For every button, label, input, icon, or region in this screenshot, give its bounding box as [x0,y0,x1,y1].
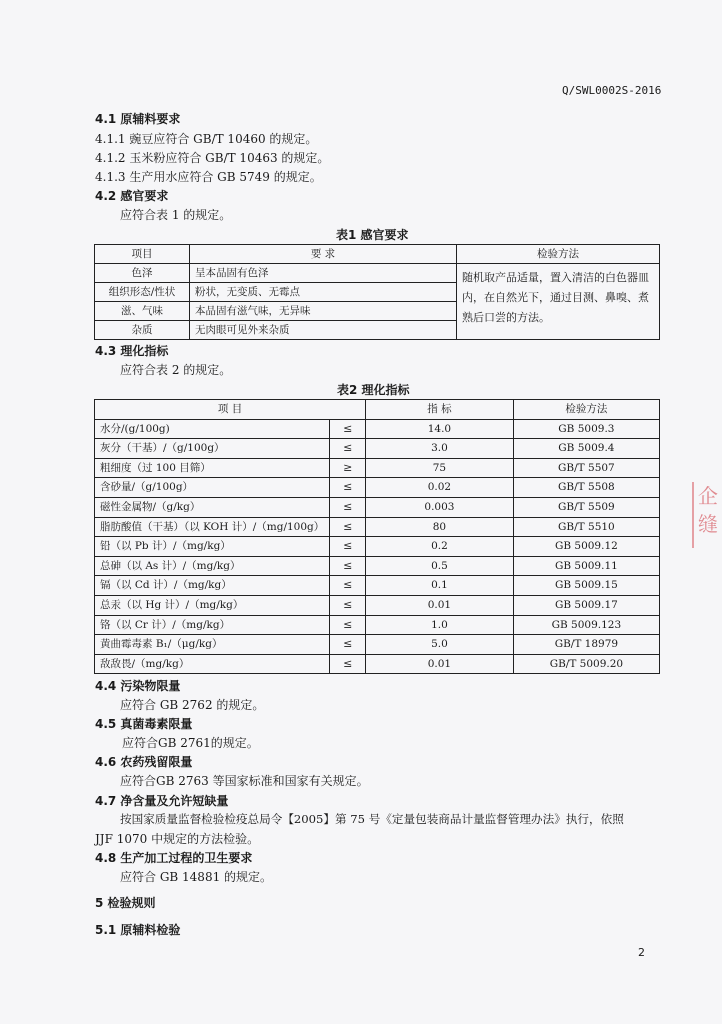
table2-method-cell: GB 5009.4 [513,439,659,459]
table2-limit-cell: 3.0 [366,439,514,459]
table-row [95,556,660,576]
table2-item-cell: 粗细度（过 100 目筛） [95,458,330,478]
table-row [95,595,660,615]
table2-limit-cell: 0.01 [366,654,514,674]
section-4-7-line2: JJF 1070 中规定的方法检验。 [95,832,260,846]
table-row [95,478,660,498]
table2-limit-cell: 0.003 [366,497,514,517]
table2-limit-cell: 80 [366,517,514,537]
table2-item-cell: 铅（以 Pb 计）/（mg/kg） [95,537,330,557]
table2-header-limit: 指 标 [366,400,514,420]
table2-limit-cell: 0.2 [366,537,514,557]
table2-method-cell: GB/T 5009.20 [513,654,659,674]
section-4-7-line1: 按国家质量监督检验检疫总局令【2005】第 75 号《定量包装商品计量监督管理办法》执行，依照 [120,812,624,826]
table1-cell: 本品固有滋气味，无异味 [190,302,457,321]
table2-method-cell: GB/T 5507 [513,458,659,478]
section-4-2-text: 应符合表 1 的规定。 [120,208,232,222]
section-4-6-heading: 4.6 农药残留限量 [95,755,193,769]
table2-method-cell: GB 5009.123 [513,615,659,635]
table-row [95,419,660,439]
table1-cell: 组织形态/性状 [95,283,190,302]
table2-operator-cell: ≤ [330,654,366,674]
section-4-3-text: 应符合表 2 的规定。 [120,363,232,377]
table1-cell: 粉状，无变质、无霉点 [190,283,457,302]
section-5-1-heading: 5.1 原辅料检验 [95,923,181,937]
physicochemical-table [94,399,660,674]
section-4-4-heading: 4.4 污染物限量 [95,679,181,693]
table-row [95,439,660,459]
table-row [95,615,660,635]
section-4-5-text: 应符合GB 2761的规定。 [122,736,259,750]
table1-cell: 滋、气味 [95,302,190,321]
seal-stamp: 企缝 [692,482,722,548]
table1-cell: 呈本品固有色泽 [190,264,457,283]
section-4-8-text: 应符合 GB 14881 的规定。 [120,870,273,884]
table-row [95,517,660,537]
table1-method-cell: 随机取产品适量，置入清洁的白色器皿内，在自然光下，通过目测、鼻嗅、煮熟后口尝的方法。 [457,264,660,340]
section-4-3-heading: 4.3 理化指标 [95,344,169,358]
table2-operator-cell: ≤ [330,595,366,615]
table2-method-cell: GB/T 5510 [513,517,659,537]
table2-operator-cell: ≤ [330,615,366,635]
section-4-2-heading: 4.2 感官要求 [95,189,169,203]
table2-method-cell: GB 5009.3 [513,419,659,439]
table2-limit-cell: 0.01 [366,595,514,615]
table2-operator-cell: ≤ [330,478,366,498]
sensory-table [94,244,660,340]
table2-operator-cell: ≤ [330,439,366,459]
table2-method-cell: GB 5009.12 [513,537,659,557]
table2-item-cell: 含砂量/（g/100g） [95,478,330,498]
table1-title: 表1 感官要求 [336,228,409,242]
table2-item-cell: 脂肪酸值（干基）（以 KOH 计）/（mg/100g） [95,517,330,537]
item-4-1-1: 4.1.1 豌豆应符合 GB/T 10460 的规定。 [95,132,318,146]
table2-item-cell: 黄曲霉毒素 B₁/（μg/kg） [95,635,330,655]
table2-operator-cell: ≤ [330,556,366,576]
table2-limit-cell: 75 [366,458,514,478]
table2-limit-cell: 0.5 [366,556,514,576]
table2-header-method: 检验方法 [513,400,659,420]
table2-operator-cell: ≤ [330,419,366,439]
table1-header-method: 检验方法 [457,245,660,264]
table1-cell: 无肉眼可见外来杂质 [190,321,457,340]
table2-limit-cell: 5.0 [366,635,514,655]
table-row [95,635,660,655]
table2-operator-cell: ≤ [330,576,366,596]
table2-limit-cell: 1.0 [366,615,514,635]
table2-limit-cell: 0.1 [366,576,514,596]
table2-operator-cell: ≤ [330,635,366,655]
section-4-6-text: 应符合GB 2763 等国家标准和国家有关规定。 [120,774,369,788]
table2-operator-cell: ≥ [330,458,366,478]
table2-method-cell: GB 5009.11 [513,556,659,576]
table2-operator-cell: ≤ [330,537,366,557]
table-row [95,537,660,557]
table2-operator-cell: ≤ [330,497,366,517]
table2-operator-cell: ≤ [330,517,366,537]
item-4-1-3: 4.1.3 生产用水应符合 GB 5749 的规定。 [95,170,322,184]
table-row [95,497,660,517]
table2-title: 表2 理化指标 [337,383,410,397]
section-4-7-heading: 4.7 净含量及允许短缺量 [95,794,229,808]
section-4-1-heading: 4.1 原辅料要求 [95,112,181,126]
section-5-heading: 5 检验规则 [95,896,156,910]
table-row [95,458,660,478]
section-4-5-heading: 4.5 真菌毒素限量 [95,717,193,731]
table2-item-cell: 灰分（干基）/（g/100g） [95,439,330,459]
table1-header-requirement: 要 求 [190,245,457,264]
table2-header-item: 项 目 [95,400,366,420]
table2-item-cell: 总汞（以 Hg 计）/（mg/kg） [95,595,330,615]
table2-item-cell: 磁性金属物/（g/kg） [95,497,330,517]
table1-cell: 色泽 [95,264,190,283]
doc-number: Q/SWL0002S-2016 [562,84,662,97]
section-4-8-heading: 4.8 生产加工过程的卫生要求 [95,851,253,865]
table2-method-cell: GB 5009.15 [513,576,659,596]
table2-item-cell: 水分/(g/100g) [95,419,330,439]
table2-limit-cell: 14.0 [366,419,514,439]
table2-item-cell: 总砷（以 As 计）/（mg/kg） [95,556,330,576]
table2-item-cell: 敌敌畏/（mg/kg） [95,654,330,674]
table-row [95,576,660,596]
table1-cell: 杂质 [95,321,190,340]
page-number: 2 [638,946,645,959]
table2-item-cell: 铬（以 Cr 计）/（mg/kg） [95,615,330,635]
table1-header-item: 项目 [95,245,190,264]
table2-method-cell: GB/T 5509 [513,497,659,517]
item-4-1-2: 4.1.2 玉米粉应符合 GB/T 10463 的规定。 [95,151,330,165]
table2-method-cell: GB 5009.17 [513,595,659,615]
table2-method-cell: GB/T 5508 [513,478,659,498]
table-row [95,654,660,674]
section-4-4-text: 应符合 GB 2762 的规定。 [120,698,265,712]
table2-limit-cell: 0.02 [366,478,514,498]
table2-item-cell: 镉（以 Cd 计）/（mg/kg） [95,576,330,596]
table2-method-cell: GB/T 18979 [513,635,659,655]
